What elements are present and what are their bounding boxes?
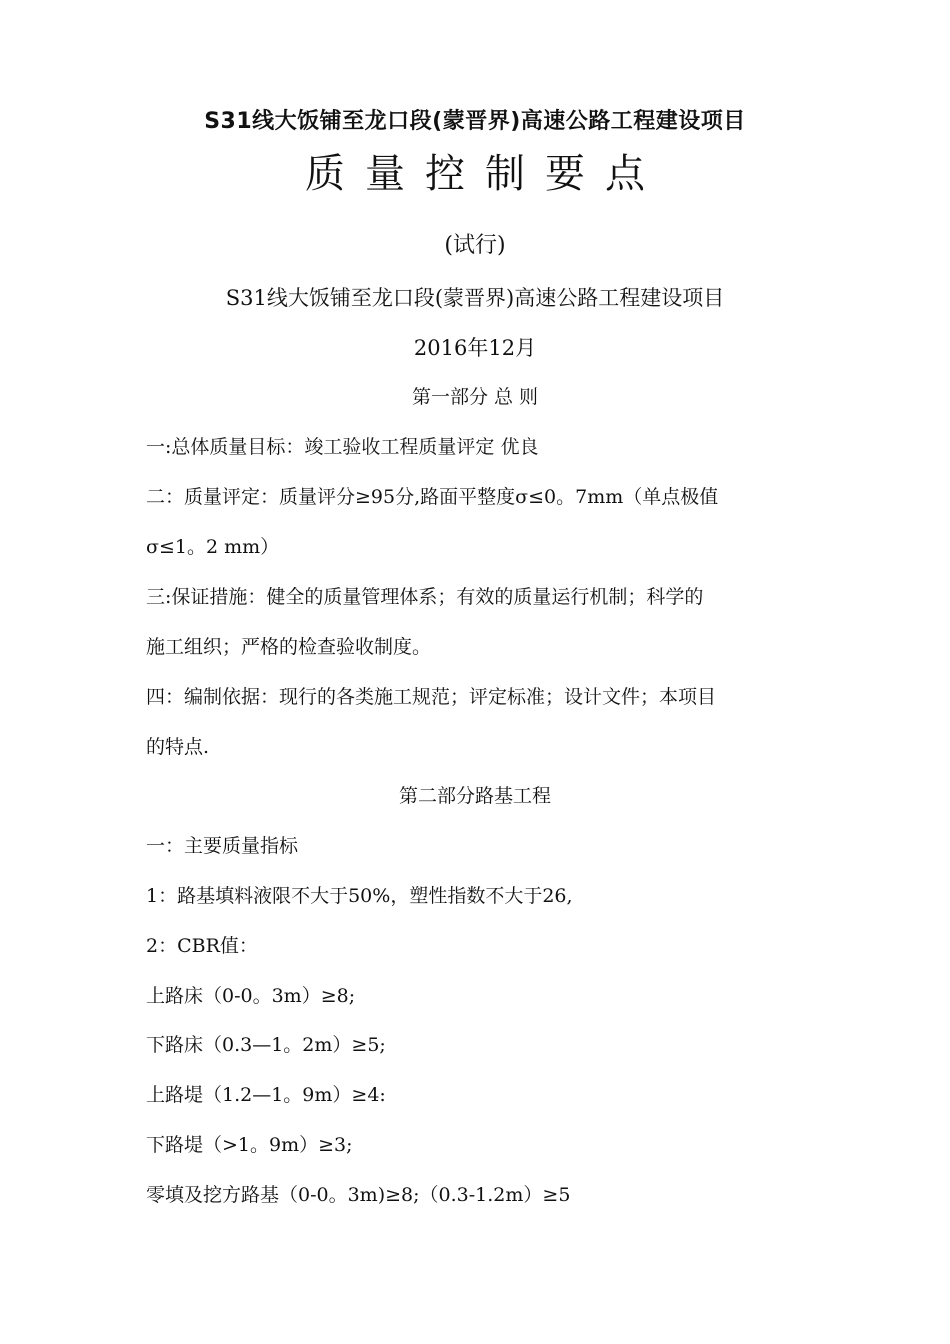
- section-heading-part1: 第一部分 总 则: [411, 386, 539, 408]
- paragraph-line: 下路床（0.3—1。2m）≥5;: [146, 1034, 386, 1056]
- document-title-main: 质量控制要点: [305, 151, 665, 197]
- paragraph-line: 零填及挖方路基（0-0。3m)≥8;（0.3-1.2m）≥5: [146, 1184, 571, 1206]
- paragraph-line: 1：路基填料液限不大于50%，塑性指数不大于26,: [146, 885, 573, 907]
- paragraph-line: 下路堤（>1。9m）≥3;: [146, 1134, 353, 1156]
- paragraph-line: 四：编制依据：现行的各类施工规范；评定标准；设计文件；本项目: [146, 686, 717, 708]
- paragraph-line: σ≤1。2 mm）: [146, 536, 280, 558]
- document-title-line1: S31线大饭铺至龙口段(蒙晋界)高速公路工程建设项目: [204, 109, 746, 134]
- paragraph-line: 上路堤（1.2—1。9m）≥4:: [146, 1084, 386, 1106]
- paragraph-line: 2：CBR值：: [146, 935, 258, 957]
- paragraph-line: 一：主要质量指标: [146, 835, 299, 857]
- paragraph-line: 施工组织；严格的检查验收制度。: [146, 636, 432, 658]
- paragraph-line: 三:保证措施：健全的质量管理体系；有效的质量运行机制；科学的: [146, 586, 704, 608]
- paragraph-line: 上路床（0-0。3m）≥8;: [146, 985, 356, 1007]
- section-heading-part2: 第二部分路基工程: [398, 785, 551, 807]
- document-date: 2016年12月: [413, 336, 537, 360]
- paragraph-line: 一:总体质量目标：竣工验收工程质量评定 优良: [146, 436, 539, 458]
- document-organization: S31线大饭铺至龙口段(蒙晋界)高速公路工程建设项目: [225, 286, 725, 310]
- paragraph-line: 的特点.: [146, 736, 210, 758]
- document-subtitle: (试行): [444, 233, 506, 258]
- paragraph-line: 二：质量评定：质量评分≥95分,路面平整度σ≤0。7mm（单点极值: [146, 486, 719, 508]
